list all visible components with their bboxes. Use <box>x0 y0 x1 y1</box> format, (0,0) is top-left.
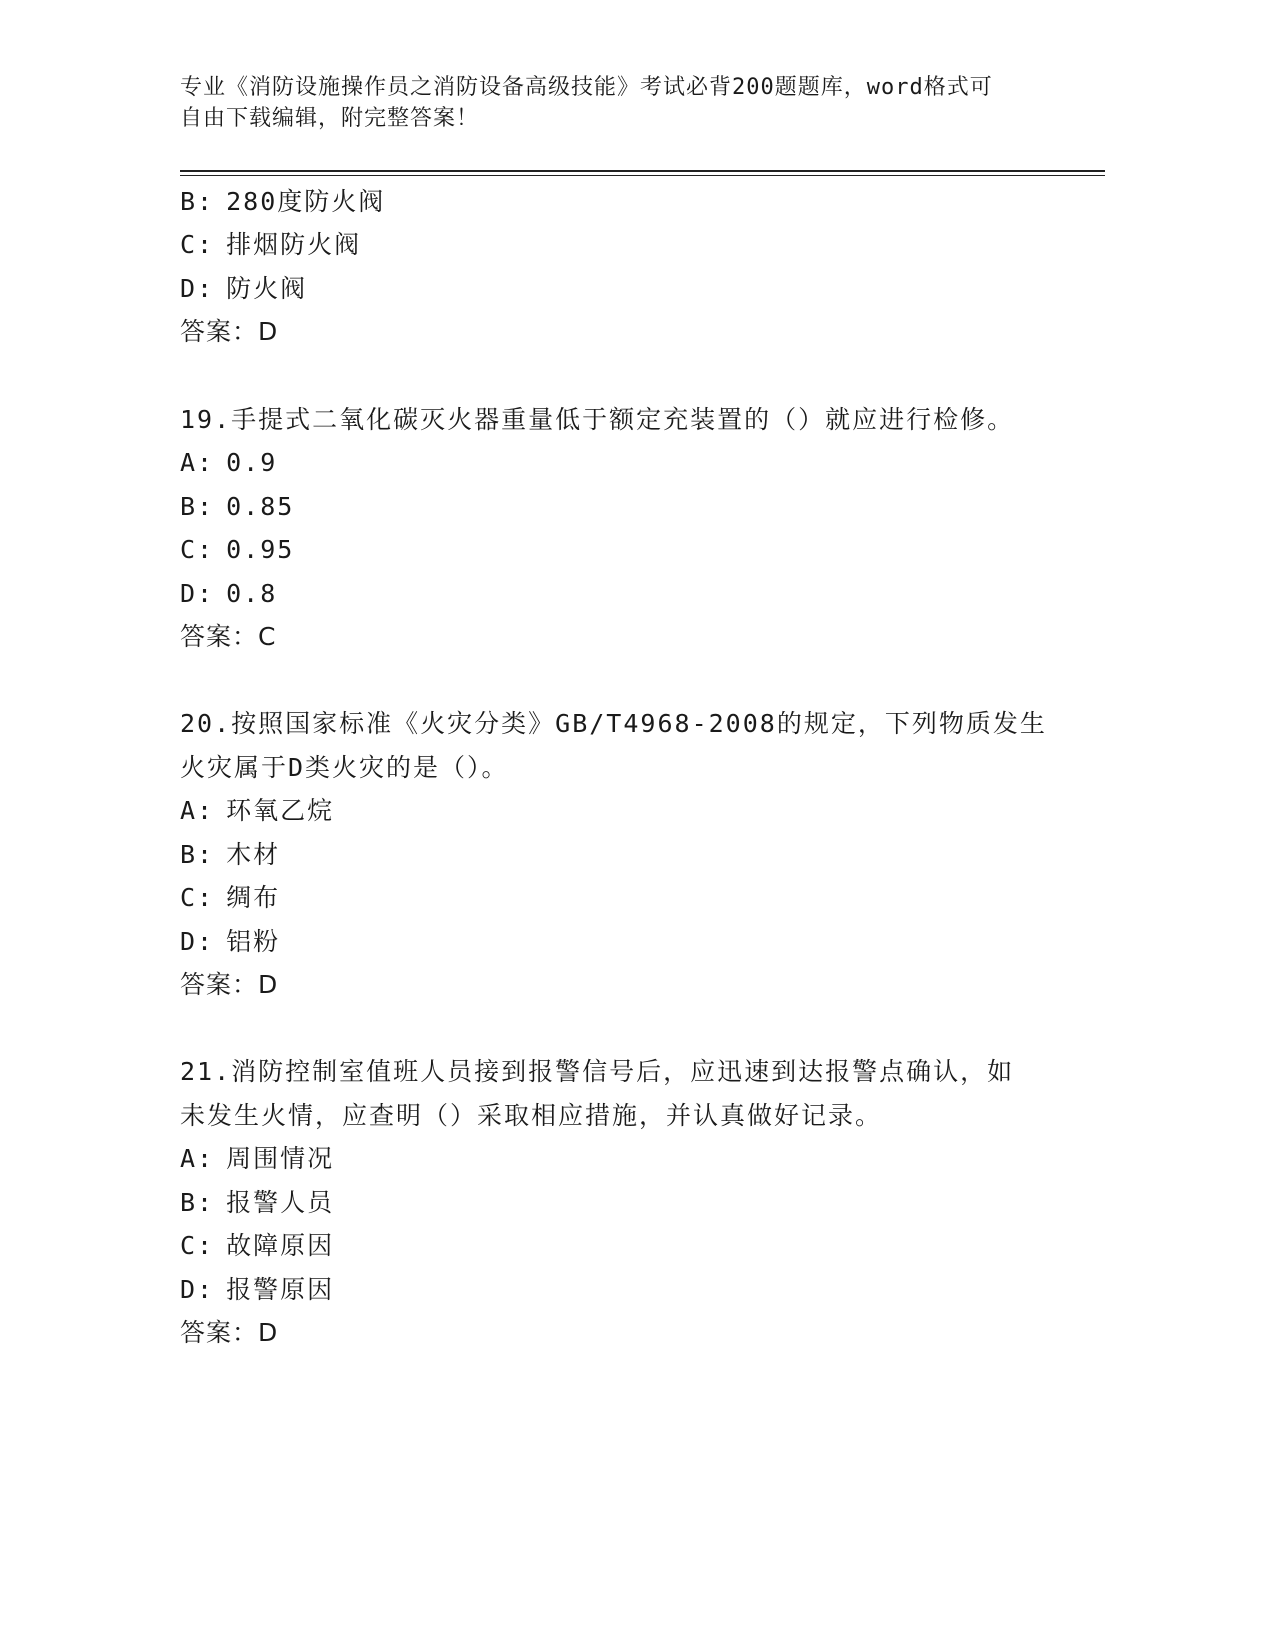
q20-stem-line-2: 火灾属于D类火灾的是（）。 <box>180 753 509 782</box>
q19-stem: 19.手提式二氧化碳灭火器重量低于额定充装置的（）就应进行检修。 <box>180 405 1015 434</box>
q20-answer: 答案：D <box>180 970 279 999</box>
q20-option-b: B: 木材 <box>180 840 281 869</box>
header-divider-thin <box>180 175 1105 176</box>
q20-option-c: C: 绸布 <box>180 883 281 912</box>
header-line-2: 自由下载编辑，附完整答案！ <box>180 106 480 131</box>
q19-answer: 答案：C <box>180 622 277 651</box>
q21-option-a: A: 周围情况 <box>180 1144 335 1173</box>
q19-option-a: A: 0.9 <box>180 448 278 477</box>
q19-option-c: C: 0.95 <box>180 535 295 564</box>
q21-option-d: D: 报警原因 <box>180 1275 335 1304</box>
document-header <box>180 72 1040 134</box>
q18-answer: 答案：D <box>180 317 279 346</box>
q18-option-d: D: 防火阀 <box>180 274 308 303</box>
q20-option-a: A: 环氧乙烷 <box>180 796 335 825</box>
q19-option-d: D: 0.8 <box>180 579 278 608</box>
q20-stem-line-1: 20.按照国家标准《火灾分类》GB/T4968-2008的规定，下列物质发生 <box>180 709 1047 738</box>
header-divider-thick <box>180 170 1105 172</box>
q18-option-b: B: 280度防火阀 <box>180 187 386 216</box>
q19-option-b: B: 0.85 <box>180 492 295 521</box>
q21-option-c: C: 故障原因 <box>180 1231 335 1260</box>
q21-option-b: B: 报警人员 <box>180 1188 335 1217</box>
q18-option-c: C: 排烟防火阀 <box>180 230 362 259</box>
header-line-1: 专业《消防设施操作员之消防设备高级技能》考试必背200题题库，word格式可 <box>180 75 993 100</box>
q20-option-d: D: 铝粉 <box>180 927 281 956</box>
q21-stem-line-1: 21.消防控制室值班人员接到报警信号后，应迅速到达报警点确认，如 <box>180 1057 1015 1086</box>
q21-stem-line-2: 未发生火情，应查明（）采取相应措施，并认真做好记录。 <box>180 1101 883 1130</box>
q21-answer: 答案：D <box>180 1318 279 1347</box>
